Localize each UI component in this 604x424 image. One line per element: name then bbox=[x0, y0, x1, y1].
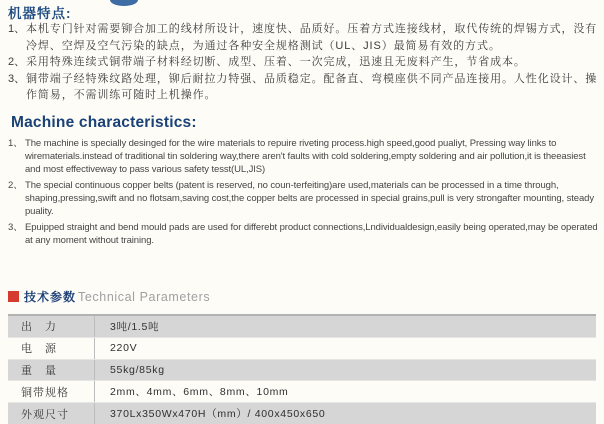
list-item-text: The machine is specially desinged for the wire materials to repuire riveting process.high speed,good pualiyt, Pressing way links to wirematerials.instead of traditional tin soldering way,there aren't faults with cold soldering,empty soldering and air pollution,it is theeasiest and most effectiveway to pass various safety tesst(UL,JIS) bbox=[25, 138, 586, 175]
machine-characteristics-title-en: Machine characteristics: bbox=[11, 114, 197, 131]
table-row-label: 铜带规格 bbox=[21, 386, 69, 399]
list-item-number: 2、 bbox=[8, 56, 26, 68]
list-item-text: 采用特殊连续式铜带端子材料经切断、成型、压着、一次完成，迅速且无废料产生，节省成本。 bbox=[26, 56, 526, 68]
table-row-label: 电 源 bbox=[21, 343, 57, 356]
table-row-label: 重 量 bbox=[21, 364, 57, 377]
red-square-icon bbox=[8, 291, 19, 302]
table-row bbox=[8, 338, 596, 360]
list-item-text: The special continuous copper belts (patent is reserved, no coun-terfeiting)are used,materials can be processed in a time through, shaping,pressing,swift and no flotsam,saving cost,the copper belts are processed in special grains,pull is very strongafter mounting, steady puality. bbox=[25, 180, 594, 217]
list-item bbox=[8, 21, 600, 54]
machine-features-title-zh: 机器特点: bbox=[8, 6, 72, 21]
table-row-label: 外观尺寸 bbox=[21, 408, 69, 421]
list-item-number: 1、 bbox=[8, 23, 26, 35]
table-row-value: 55kg/85kg bbox=[94, 360, 596, 381]
table-row-value: 2mm、4mm、6mm、8mm、10mm bbox=[94, 381, 596, 402]
technical-parameters-table bbox=[8, 314, 596, 424]
table-row bbox=[8, 403, 596, 424]
table-row-value: 3吨/1.5吨 bbox=[94, 316, 596, 337]
table-row bbox=[8, 360, 596, 382]
list-item bbox=[8, 179, 600, 218]
technical-parameters-header bbox=[8, 288, 210, 305]
list-item-text: 本机专门针对需要铆合加工的线材所设计，速度快、品质好。压着方式连接线材，取代传统的焊锡方式，没有冷焊、空焊及空气污染的缺点，为通过各种安全规格测试（UL、JIS）最简易有效的方式。 bbox=[26, 23, 598, 52]
technical-parameters-title-zh: 技术参数 bbox=[24, 290, 77, 304]
technical-parameters-title-en: Technical Parameters bbox=[78, 289, 211, 304]
list-item-number: 2、 bbox=[8, 180, 23, 191]
list-item-text: 铜带端子经特殊纹路处理，铆后耐拉力特强、品质稳定。配备直、弯模座供不同产品连接用。人性化设计、操作简易，不需训练可随时上机操作。 bbox=[26, 72, 598, 101]
list-item bbox=[8, 137, 600, 176]
table-row bbox=[8, 381, 596, 403]
list-item-number: 3、 bbox=[8, 222, 23, 233]
table-row-value: 370Lx350Wx470H（mm）/ 400x450x650 bbox=[94, 403, 596, 424]
machine-characteristics-list-en bbox=[8, 137, 600, 250]
list-item bbox=[8, 54, 600, 71]
table-row bbox=[8, 316, 596, 338]
list-item bbox=[8, 71, 600, 104]
list-item bbox=[8, 221, 600, 247]
list-item-text: Epuipped straight and bend mould pads are used for differebt product connections,Lndividualdesign,easily being operated,may be operated at any moment without training. bbox=[25, 222, 598, 246]
table-row-label: 出 力 bbox=[21, 321, 57, 334]
list-item-number: 3、 bbox=[8, 72, 26, 85]
list-item-number: 1、 bbox=[8, 138, 23, 149]
logo-fragment-icon bbox=[110, 0, 138, 6]
machine-features-list-zh bbox=[8, 21, 600, 104]
table-row-value: 220V bbox=[94, 338, 596, 359]
